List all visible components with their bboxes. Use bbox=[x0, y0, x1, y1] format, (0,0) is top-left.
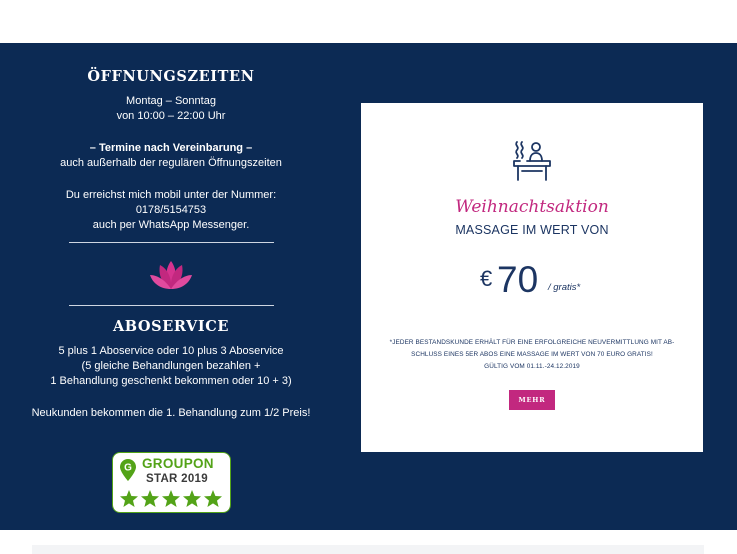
mobile-intro: Du erreichst mich mobil unter der Nummer: bbox=[65, 189, 277, 201]
groupon-star-year: STAR 2019 bbox=[146, 473, 208, 485]
opening-hours-heading: ÖFFNUNGSZEITEN bbox=[87, 68, 255, 85]
groupon-rating-stars bbox=[119, 489, 225, 508]
promo-heading: MASSAGE IM WERT VON bbox=[455, 223, 609, 237]
groupon-logo-icon bbox=[120, 459, 136, 481]
divider bbox=[69, 305, 274, 306]
lotus-icon bbox=[146, 259, 196, 293]
new-customers-note: Neukunden bekommen die 1. Behandlung zum 1/2 Preis! bbox=[31, 407, 311, 419]
appointment-note: – Termine nach Vereinbarung – bbox=[89, 142, 253, 154]
aboservice-line-3: 1 Behandlung geschenkt bekommen oder 10 + 3) bbox=[50, 375, 292, 387]
price-amount: 70 bbox=[497, 259, 539, 300]
star-icon bbox=[183, 490, 201, 507]
aboservice-line-1: 5 plus 1 Aboservice oder 10 plus 3 Aboservice bbox=[58, 345, 284, 357]
star-icon bbox=[120, 490, 138, 507]
promo-fine-print-1: *JEDER BESTANDSKUNDE ERHÄLT FÜR EINE ERFOLGREICHE NEUVERMITTLUNG MIT AB- bbox=[389, 339, 675, 346]
opening-days: Montag – Sonntag bbox=[126, 95, 216, 107]
svg-text:G: G bbox=[124, 462, 132, 474]
price-suffix: / gratis* bbox=[548, 282, 581, 293]
aboservice-heading: ABOSERVICE bbox=[112, 318, 230, 335]
massage-icon bbox=[510, 139, 554, 183]
top-bar bbox=[0, 0, 737, 43]
star-icon bbox=[204, 490, 222, 507]
promo-fine-print-3: GÜLTIG VOM 01.11.-24.12.2019 bbox=[484, 363, 580, 370]
phone-number[interactable]: 0178/5154753 bbox=[135, 204, 207, 216]
promo-script-title: Weihnachtsaktion bbox=[455, 197, 609, 217]
groupon-star-badge[interactable] bbox=[112, 452, 231, 513]
promo-fine-print-2: SCHLUSS EINES 5ER ABOS EINE MASSAGE IM WERT VON 70 EURO GRATIS! bbox=[411, 351, 653, 358]
promo-card bbox=[361, 103, 703, 452]
opening-hours: von 10:00 – 22:00 Uhr bbox=[116, 110, 226, 122]
star-icon bbox=[162, 490, 180, 507]
aboservice-line-2: (5 gleiche Behandlungen bezahlen + bbox=[81, 360, 261, 372]
divider bbox=[69, 242, 274, 243]
whatsapp-note: auch per WhatsApp Messenger. bbox=[92, 219, 250, 231]
bottom-strip bbox=[32, 545, 704, 554]
more-button[interactable]: MEHR bbox=[509, 390, 555, 410]
price-currency: € bbox=[480, 266, 493, 291]
groupon-brand: GROUPON bbox=[142, 456, 214, 471]
outside-hours-note: auch außerhalb der regulären Öffnungszeiten bbox=[60, 157, 282, 169]
star-icon bbox=[141, 490, 159, 507]
